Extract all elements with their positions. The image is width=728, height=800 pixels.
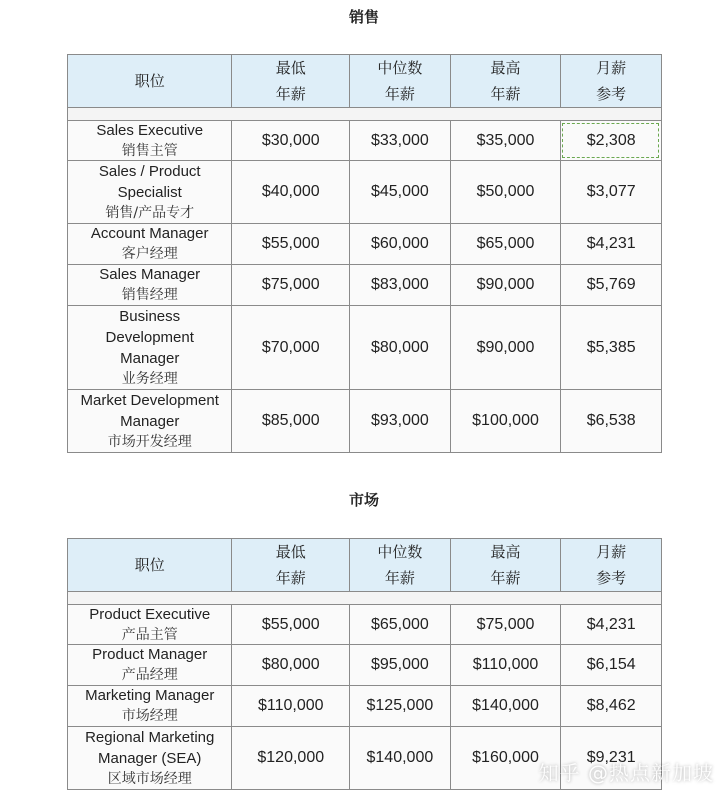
section-title-marketing: 市场 — [348, 491, 379, 509]
min-salary-cell: $55,000 — [231, 224, 349, 264]
header-median-salary: 中位数 年薪 — [349, 55, 450, 107]
max-salary-cell: $160,000 — [450, 727, 561, 789]
table-row — [67, 390, 662, 453]
header-median-salary: 中位数 年薪 — [349, 539, 450, 591]
position-cn: 市场开发经理 — [107, 433, 192, 450]
median-salary-cell: $125,000 — [349, 686, 450, 726]
table-row — [67, 224, 662, 265]
monthly-ref-cell: $8,462 — [560, 686, 661, 726]
max-salary-cell: $90,000 — [450, 265, 561, 305]
table-row — [67, 686, 662, 727]
table-body — [67, 120, 662, 453]
median-salary-cell: $33,000 — [349, 121, 450, 160]
position-cell — [68, 390, 231, 452]
max-salary-cell: $35,000 — [450, 121, 561, 160]
header-position: 职位 — [134, 72, 165, 90]
position-cell — [68, 306, 231, 389]
position-cell — [68, 645, 231, 685]
max-salary-cell: $110,000 — [450, 645, 561, 685]
table-row — [67, 265, 662, 306]
position-cell — [68, 265, 231, 305]
position-cell — [68, 605, 231, 644]
header-monthly-ref: 月薪 参考 — [560, 539, 661, 591]
position-cell — [68, 121, 231, 160]
min-salary-cell: $120,000 — [231, 727, 349, 789]
monthly-ref-cell: $9,231 — [560, 727, 661, 789]
position-en: Account Manager — [90, 225, 209, 242]
max-salary-cell: $75,000 — [450, 605, 561, 644]
position-cn: 销售/产品专才 — [105, 204, 195, 221]
median-salary-cell: $140,000 — [349, 727, 450, 789]
min-salary-cell: $80,000 — [231, 645, 349, 685]
max-salary-cell: $65,000 — [450, 224, 561, 264]
monthly-ref-cell: $2,308 — [560, 121, 661, 160]
table-header — [67, 54, 662, 108]
table-row — [67, 645, 662, 686]
header-gap — [67, 592, 662, 604]
marketing-table — [67, 538, 662, 790]
min-salary-cell: $75,000 — [231, 265, 349, 305]
position-en: Marketing Manager — [85, 687, 215, 704]
position-en: Product Executive — [89, 605, 211, 623]
position-en: Sales Executive — [96, 121, 204, 139]
monthly-ref-cell: $5,385 — [560, 306, 661, 389]
table-row — [67, 604, 662, 645]
monthly-ref-cell: $6,538 — [560, 390, 661, 452]
header-position: 职位 — [134, 556, 165, 574]
median-salary-cell: $80,000 — [349, 306, 450, 389]
position-en: Regional Marketing Manager (SEA) — [85, 728, 215, 767]
watermark: 知乎 @热点新加坡 — [538, 761, 714, 785]
position-cell — [68, 686, 231, 726]
position-cell — [68, 161, 231, 223]
monthly-ref-cell: $5,769 — [560, 265, 661, 305]
min-salary-cell: $70,000 — [231, 306, 349, 389]
median-salary-cell: $45,000 — [349, 161, 450, 223]
max-salary-cell: $50,000 — [450, 161, 561, 223]
header-gap — [67, 108, 662, 120]
median-salary-cell: $83,000 — [349, 265, 450, 305]
max-salary-cell: $100,000 — [450, 390, 561, 452]
min-salary-cell: $85,000 — [231, 390, 349, 452]
monthly-ref-cell: $4,231 — [560, 605, 661, 644]
header-min-salary: 最低 年薪 — [231, 539, 349, 591]
min-salary-cell: $110,000 — [231, 686, 349, 726]
header-max-salary: 最高 年薪 — [450, 539, 561, 591]
monthly-ref-cell: $4,231 — [560, 224, 661, 264]
position-cn: 客户经理 — [121, 246, 178, 262]
table-row — [67, 161, 662, 224]
position-en: Market Development Manager — [80, 391, 219, 430]
position-cn: 市场经理 — [121, 708, 178, 724]
section-title-sales: 销售 — [348, 8, 379, 26]
position-en: Product Manager — [92, 646, 208, 663]
min-salary-cell: $55,000 — [231, 605, 349, 644]
min-salary-cell: $40,000 — [231, 161, 349, 223]
position-cell — [68, 224, 231, 264]
position-cn: 区域市场经理 — [107, 770, 192, 787]
max-salary-cell: $90,000 — [450, 306, 561, 389]
monthly-ref-cell: $3,077 — [560, 161, 661, 223]
median-salary-cell: $65,000 — [349, 605, 450, 644]
sales-table — [67, 54, 662, 453]
max-salary-cell: $140,000 — [450, 686, 561, 726]
header-monthly-ref: 月薪 参考 — [560, 55, 661, 107]
min-salary-cell: $30,000 — [231, 121, 349, 160]
position-cn: 产品主管 — [121, 626, 178, 643]
monthly-ref-cell: $6,154 — [560, 645, 661, 685]
position-en: Sales / Product Specialist — [98, 162, 201, 201]
position-cn: 销售经理 — [121, 287, 178, 303]
median-salary-cell: $60,000 — [349, 224, 450, 264]
table-header — [67, 538, 662, 592]
table-row — [67, 306, 662, 390]
header-min-salary: 最低 年薪 — [231, 55, 349, 107]
table-row — [67, 120, 662, 161]
median-salary-cell: $95,000 — [349, 645, 450, 685]
position-cell — [68, 727, 231, 789]
position-cn: 销售主管 — [121, 142, 178, 159]
median-salary-cell: $93,000 — [349, 390, 450, 452]
position-cn: 业务经理 — [121, 370, 178, 387]
position-en: Business Development Manager — [105, 307, 194, 367]
header-max-salary: 最高 年薪 — [450, 55, 561, 107]
position-en: Sales Manager — [99, 266, 201, 283]
position-cn: 产品经理 — [121, 667, 178, 683]
